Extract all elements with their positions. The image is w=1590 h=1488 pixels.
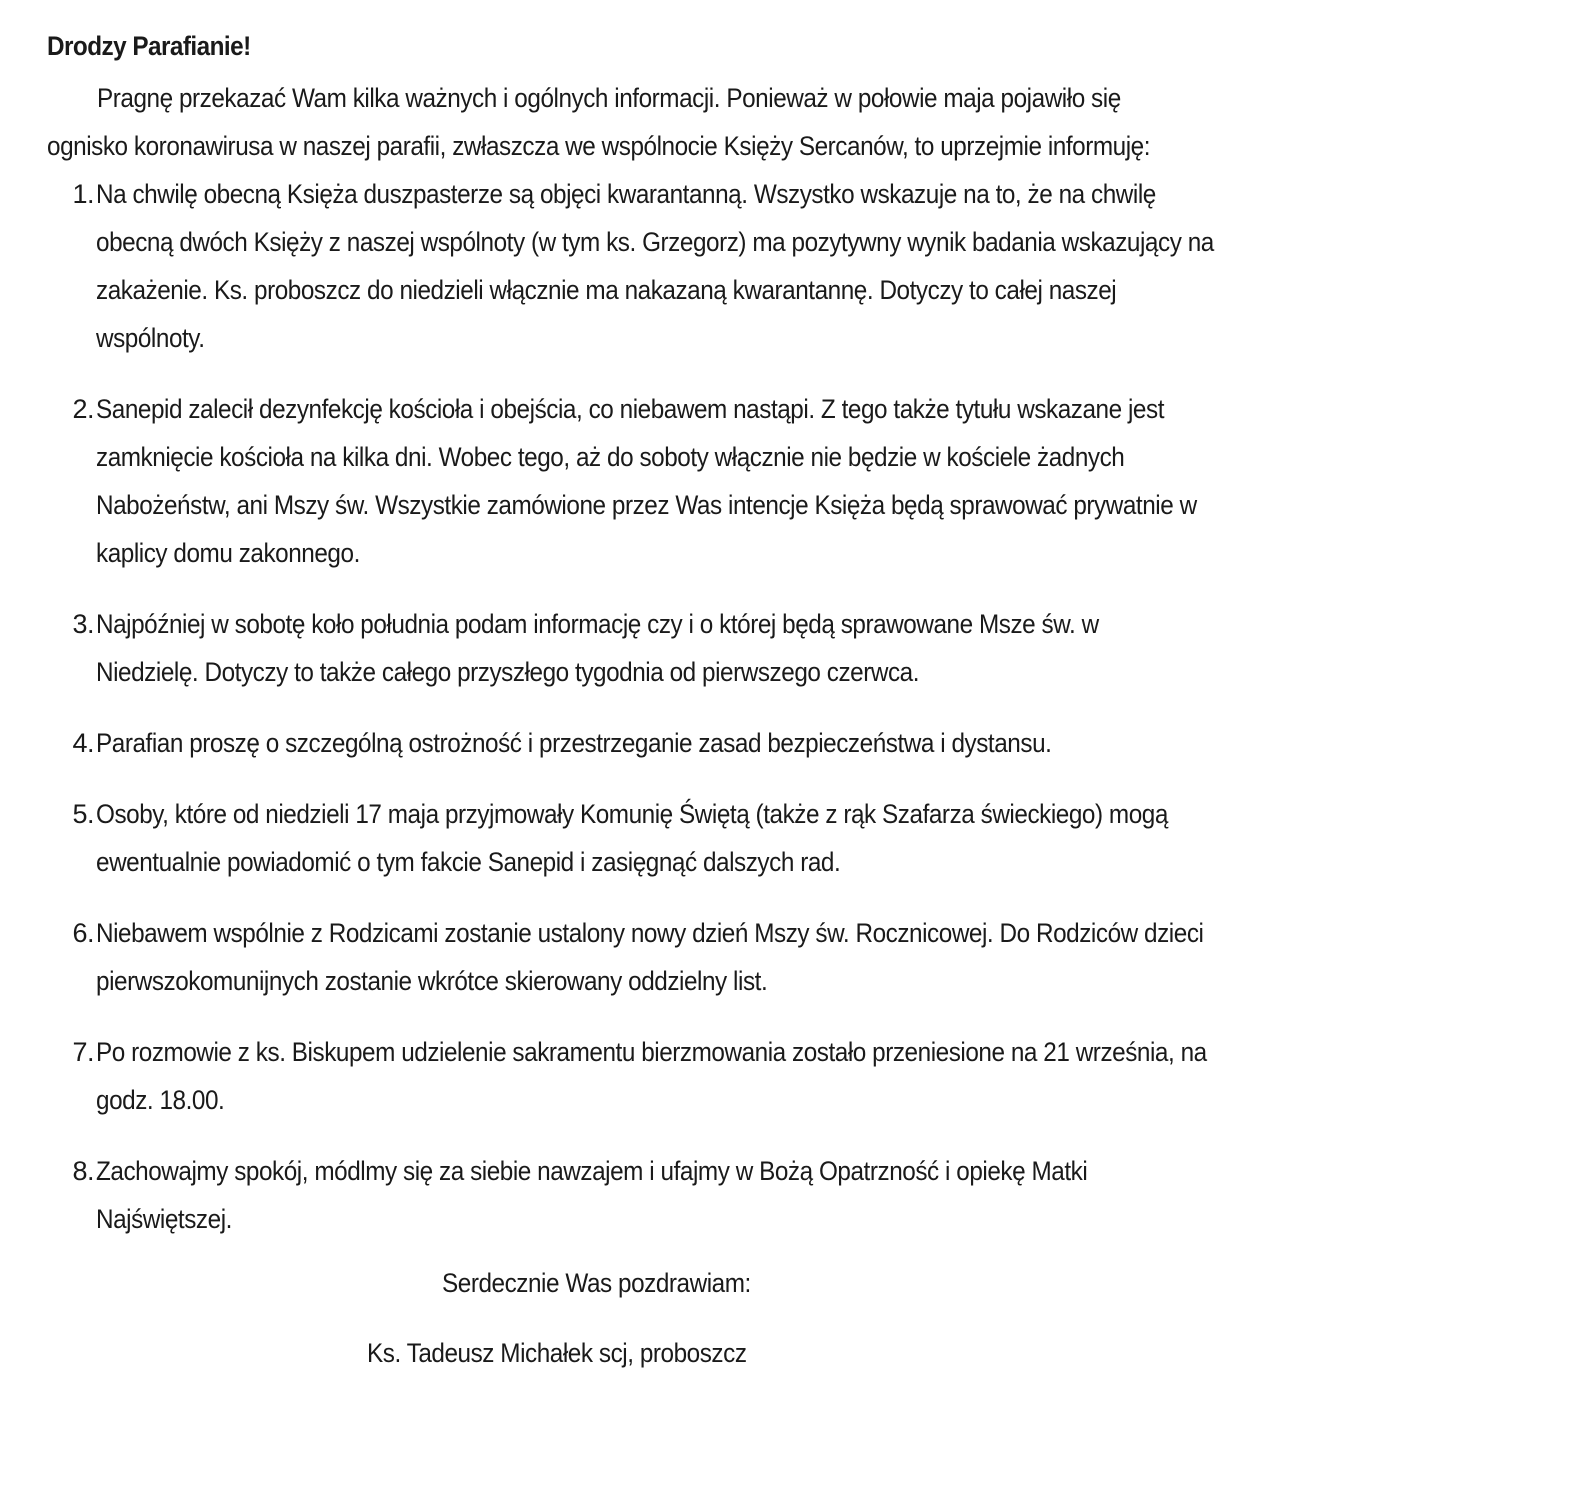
item-line bbox=[96, 1028, 1547, 1076]
closing-salutation bbox=[442, 1259, 785, 1307]
item-line bbox=[96, 170, 1547, 218]
letter bbox=[47, 22, 1547, 1368]
intro-line bbox=[47, 122, 1547, 170]
item-line bbox=[96, 719, 1547, 767]
list-item bbox=[47, 170, 1547, 362]
item-line-text: Nabożeństw, ani Mszy św. Wszystkie zamówione przez Was intencje Księża będą sprawować prywatnie w bbox=[96, 490, 1197, 520]
item-line bbox=[96, 1076, 1547, 1124]
item-line-text: Niebawem wspólnie z Rodzicami zostanie ustalony nowy dzień Mszy św. Rocznicowej. Do Rodziców dzieci bbox=[96, 918, 1204, 948]
item-line-text: godz. 18.00. bbox=[96, 1085, 225, 1115]
item-number: 4. bbox=[72, 728, 94, 758]
item-line bbox=[96, 433, 1547, 481]
item-line-text: Niedzielę. Dotyczy to także całego przyszłego tygodnia od pierwszego czerwca. bbox=[96, 657, 920, 687]
item-line bbox=[96, 648, 1547, 696]
item-number: 8. bbox=[72, 1156, 94, 1186]
item-line-text: pierwszokomunijnych zostanie wkrótce skierowany oddzielny list. bbox=[96, 966, 768, 996]
item-line-text: Najświętszej. bbox=[96, 1204, 232, 1234]
item-line-text: Po rozmowie z ks. Biskupem udzielenie sakramentu bierzmowania zostało przeniesione na 21 września, na bbox=[96, 1037, 1207, 1067]
list-gap bbox=[47, 886, 1547, 909]
item-line-text: zamknięcie kościoła na kilka dni. Wobec tego, aż do soboty włącznie nie będzie w kościele żadnych bbox=[96, 442, 1125, 472]
item-line bbox=[96, 909, 1547, 957]
item-line bbox=[96, 385, 1547, 433]
item-number: 3. bbox=[72, 609, 94, 639]
list-item bbox=[47, 719, 1547, 767]
item-line-text: Na chwilę obecną Księża duszpasterze są objęci kwarantanną. Wszystko wskazuje na to, że na chwilę bbox=[96, 179, 1156, 209]
item-line-text: kaplicy domu zakonnego. bbox=[96, 538, 360, 568]
item-line-text: wspólnoty. bbox=[96, 323, 205, 353]
item-line bbox=[96, 218, 1547, 266]
item-line-text: Zachowajmy spokój, módlmy się za siebie nawzajem i ufajmy w Bożą Opatrzność i opiekę Matki bbox=[96, 1156, 1088, 1186]
item-line-text: zakażenie. Ks. proboszcz do niedzieli włącznie ma nakazaną kwarantannę. Dotyczy to całej naszej bbox=[96, 275, 1117, 305]
intro-line bbox=[47, 74, 1547, 122]
item-line-text: obecną dwóch Księży z naszej wspólnoty (w tym ks. Grzegorz) ma pozytywny wynik badania wskazujący na bbox=[96, 227, 1214, 257]
item-line bbox=[96, 1147, 1547, 1195]
signature-text: Ks. Tadeusz Michałek scj, proboszcz bbox=[367, 1338, 747, 1368]
item-line bbox=[96, 529, 1547, 577]
item-line-text: ewentualnie powiadomić o tym fakcie Sanepid i zasięgnąć dalszych rad. bbox=[96, 847, 841, 877]
list-item bbox=[47, 909, 1547, 1005]
intro-line-text: ognisko koronawirusa w naszej parafii, zwłaszcza we wspólnocie Księży Sercanów, to uprzejmie informuję: bbox=[47, 131, 1151, 161]
item-number: 1. bbox=[72, 179, 94, 209]
greeting-text: Drodzy Parafianie! bbox=[47, 31, 251, 61]
item-line-text: Osoby, które od niedzieli 17 maja przyjmowały Komunię Świętą (także z rąk Szafarza świeckiego) mogą bbox=[96, 799, 1168, 829]
list-gap bbox=[47, 696, 1547, 719]
item-number: 2. bbox=[72, 394, 94, 424]
item-number: 5. bbox=[72, 799, 94, 829]
list-item bbox=[47, 600, 1547, 696]
item-line bbox=[96, 838, 1547, 886]
item-line bbox=[96, 266, 1547, 314]
item-line-text: Parafian proszę o szczególną ostrożność i przestrzeganie zasad bezpieczeństwa i dystansu. bbox=[96, 728, 1052, 758]
list-gap bbox=[47, 767, 1547, 790]
list-item bbox=[47, 385, 1547, 577]
item-line-text: Najpóźniej w sobotę koło południa podam informację czy i o której będą sprawowane Msze św. w bbox=[96, 609, 1099, 639]
list-item bbox=[47, 1028, 1547, 1124]
list-item bbox=[47, 790, 1547, 886]
list-gap bbox=[47, 1124, 1547, 1147]
closing-text: Serdecznie Was pozdrawiam: bbox=[442, 1268, 751, 1298]
letter-greeting bbox=[47, 22, 1547, 70]
intro-paragraph bbox=[47, 74, 1547, 170]
item-number: 7. bbox=[72, 1037, 94, 1067]
item-line bbox=[96, 481, 1547, 529]
list-gap bbox=[47, 362, 1547, 385]
announcement-list bbox=[47, 170, 1547, 1243]
item-line bbox=[96, 1195, 1547, 1243]
item-line bbox=[96, 957, 1547, 1005]
item-number: 6. bbox=[72, 918, 94, 948]
intro-line-text: Pragnę przekazać Wam kilka ważnych i ogólnych informacji. Ponieważ w połowie maja pojawiło się bbox=[97, 83, 1121, 113]
signature bbox=[367, 1329, 789, 1377]
item-line-text: Sanepid zalecił dezynfekcję kościoła i obejścia, co niebawem nastąpi. Z tego także tytułu wskazane jest bbox=[96, 394, 1165, 424]
item-line bbox=[96, 790, 1547, 838]
list-item bbox=[47, 1147, 1547, 1243]
item-line bbox=[96, 600, 1547, 648]
item-line bbox=[96, 314, 1547, 362]
list-gap bbox=[47, 577, 1547, 600]
list-gap bbox=[47, 1005, 1547, 1028]
